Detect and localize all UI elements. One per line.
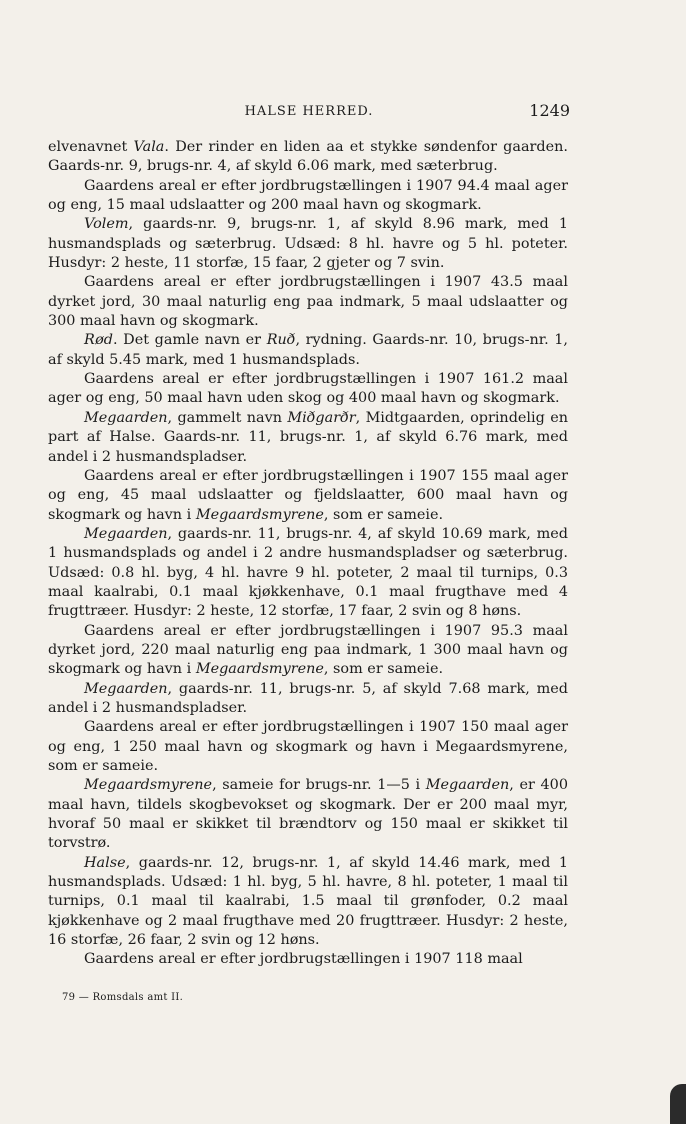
italic-name: Megaardsmyrene <box>84 777 213 794</box>
text-run: elvenavnet <box>48 139 134 155</box>
text-run: , Midtgaarden, oprindelig en part af Halse. Gaards-nr. 11, brugs-nr. 1, af skyld 6.76 mark, med andel i 2 husmandspladser. <box>48 409 568 465</box>
paragraph <box>48 854 568 951</box>
text-run: Gaardens areal er efter jordbrugstællingen i 1907 118 maal <box>84 951 523 968</box>
text-run: , gammelt navn <box>167 409 288 426</box>
paragraph <box>48 467 568 525</box>
italic-name: Megaarden <box>425 777 510 794</box>
text-run: , gaards-nr. 11, brugs-nr. 5, af skyld 7.68 mark, med andel i 2 husmandspladser. <box>48 680 568 716</box>
italic-name: Megaardsmyrene <box>195 506 324 523</box>
text-run: , sameie for brugs-nr. 1—5 i <box>212 777 426 794</box>
text-run: , som er sameie. <box>323 506 444 523</box>
printer-signature: 79 — Romsdals amt II. <box>62 992 184 1003</box>
text-run: , gaards-nr. 9, brugs-nr. 1, af skyld 8.96 mark, med 1 husmandsplads og sæterbrug. Udsæd: 8 hl. havre og 5 hl. poteter. Husdyr: 2 heste, 11 storfæ, 15 faar, 2 gjeter og 7 svin. <box>48 216 568 272</box>
running-head-title: HALSE HERRED. <box>244 104 374 119</box>
text-run: Gaardens areal er efter jordbrugstællingen i 1907 94.4 maal ager og eng, 15 maal udslaatter og 200 maal havn og skogmark. <box>48 177 568 214</box>
text-run: Gaardens areal er efter jordbrugstællingen i 1907 43.5 maal dyrket jord, 30 maal naturlig eng paa indmark, 5 maal udslaatter og 300 maal havn og skogmark. <box>48 274 568 330</box>
paragraph <box>48 370 568 409</box>
paragraph <box>48 409 568 467</box>
italic-name: Rød <box>84 332 113 349</box>
paragraph <box>48 776 568 853</box>
text-run: , gaards-nr. 11, brugs-nr. 4, af skyld 10.69 mark, med 1 husmandsplads og andel i 2 andre husmandspladser og sæterbrug. Udsæd: 0.8 hl. byg, 4 hl. havre 9 hl. poteter, 2 maal til turnips, 0.3 maal kaalrabi, 0.1 maal kjøkkenhave, 0.1 maal frugthave med 4 frugttræer. Husdyr: 2 heste, 12 storfæ, 17 faar, 2 svin og 8 høns. <box>48 525 568 620</box>
italic-name: Vala <box>133 139 165 155</box>
text-run: , som er sameie. <box>323 661 444 678</box>
italic-name: Volem <box>84 216 129 233</box>
italic-name: Megaarden <box>84 680 168 697</box>
text-run: Gaardens areal er efter jordbrugstællingen i 1907 155 maal ager og eng, 45 maal udslaatter og fjeldslaatter, 600 maal havn og skogmark og havn i <box>48 467 568 523</box>
page-number: 1249 <box>529 101 570 120</box>
paragraph <box>48 950 568 969</box>
running-head <box>48 100 570 126</box>
text-run: , gaards-nr. 12, brugs-nr. 1, af skyld 14.46 mark, med 1 husmandsplads. Udsæd: 1 hl. byg, 5 hl. havre, 8 hl. poteter, 1 maal til turnips, 0.1 maal til kaalrabi, 1.5 maal til grønfoder, 0.2 maal kjøkkenhave og 2 maal frugthave med 20 frugttræer. Husdyr: 2 heste, 16 storfæ, 26 faar, 2 svin og 12 høns. <box>48 854 568 949</box>
paragraph <box>48 525 568 622</box>
body-text <box>48 138 568 970</box>
page-corner-mark <box>670 1084 686 1124</box>
italic-name: Megaarden <box>84 409 168 426</box>
text-run: Gaardens areal er efter jordbrugstællingen i 1907 161.2 maal ager og eng, 50 maal havn uden skog og 400 maal havn og skogmark. <box>48 371 568 407</box>
italic-name: Megaarden <box>84 525 168 542</box>
paragraph <box>48 680 568 719</box>
text-run: Gaardens areal er efter jordbrugstællingen i 1907 150 maal ager og eng, 1 250 maal havn og skogmark og havn i Megaardsmyrene, som er sameie. <box>48 719 568 774</box>
italic-name: Megaardsmyrene <box>195 661 324 678</box>
paragraph <box>48 177 568 216</box>
paragraph <box>48 331 568 370</box>
text-run: . Det gamle navn er <box>112 332 267 349</box>
italic-name: Ruð <box>266 332 296 349</box>
text-run: , er 400 maal havn, tildels skogbevokset og skogmark. Der er 200 maal myr, hvoraf 50 maal er skikket til brændtorv og 150 maal er skikket til torvstrø. <box>48 777 568 852</box>
paragraph <box>48 273 568 331</box>
paragraph <box>48 718 568 776</box>
paragraph <box>48 622 568 680</box>
text-run: Gaardens areal er efter jordbrugstællingen i 1907 95.3 maal dyrket jord, 220 maal naturlig eng paa indmark, 1 300 maal havn og skogmark og havn i <box>48 622 568 678</box>
italic-name: Halse <box>84 854 126 871</box>
italic-name: Miðgarðr <box>287 409 356 426</box>
paragraph <box>48 215 568 273</box>
text-run: . Der rinder en liden aa et stykke søndenfor gaarden. Gaards-nr. 9, brugs-nr. 4, af skyld 6.06 mark, med sæterbrug. <box>48 139 568 175</box>
paragraph <box>48 138 568 177</box>
text-run: , rydning. Gaards-nr. 10, brugs-nr. 1, af skyld 5.45 mark, med 1 husmandsplads. <box>48 332 568 368</box>
